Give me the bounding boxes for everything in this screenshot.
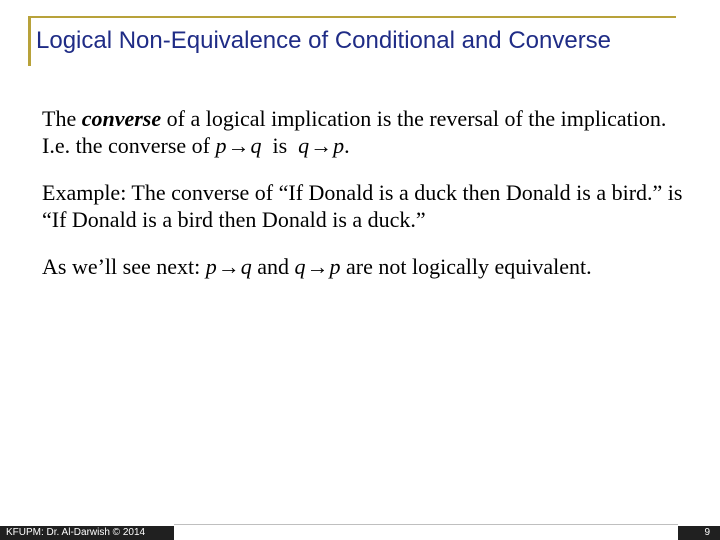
implies-arrow: → — [310, 133, 333, 158]
footer-rule — [174, 524, 678, 525]
var-q: q — [250, 133, 262, 158]
text: As we’ll see next: — [42, 254, 206, 279]
term-converse: converse — [81, 106, 162, 131]
paragraph-next — [42, 253, 692, 280]
implies-arrow: → — [227, 133, 250, 158]
var-p: p — [329, 254, 341, 279]
var-p: p — [333, 133, 345, 158]
footer-credit: KFUPM: Dr. Al-Darwish © 2014 — [0, 526, 174, 540]
title-top-rule — [28, 16, 676, 18]
var-q: q — [298, 133, 310, 158]
text: are not logically equivalent. — [340, 254, 592, 279]
paragraph-converse-definition — [42, 105, 692, 159]
text: is — [261, 133, 299, 158]
slide-title: Logical Non-Equivalence of Conditional and Converse — [36, 27, 612, 54]
implies-arrow: → — [306, 254, 329, 279]
page-number: 9 — [678, 526, 720, 540]
var-p: p — [205, 254, 217, 279]
text: and — [251, 254, 295, 279]
paragraph-example: Example: The converse of “If Donald is a duck then Donald is a bird.” is “If Donald is a bird then Donald is a duck.” — [42, 180, 683, 232]
text: of a logical implication is the reversal of the implication. I.e. the converse of — [42, 106, 667, 158]
implies-arrow: → — [217, 254, 240, 279]
text: . — [344, 133, 350, 158]
text: The — [42, 106, 82, 131]
slide-body — [42, 105, 692, 300]
var-q: q — [294, 254, 306, 279]
title-left-rule — [28, 16, 31, 66]
var-p: p — [215, 133, 227, 158]
var-q: q — [240, 254, 252, 279]
